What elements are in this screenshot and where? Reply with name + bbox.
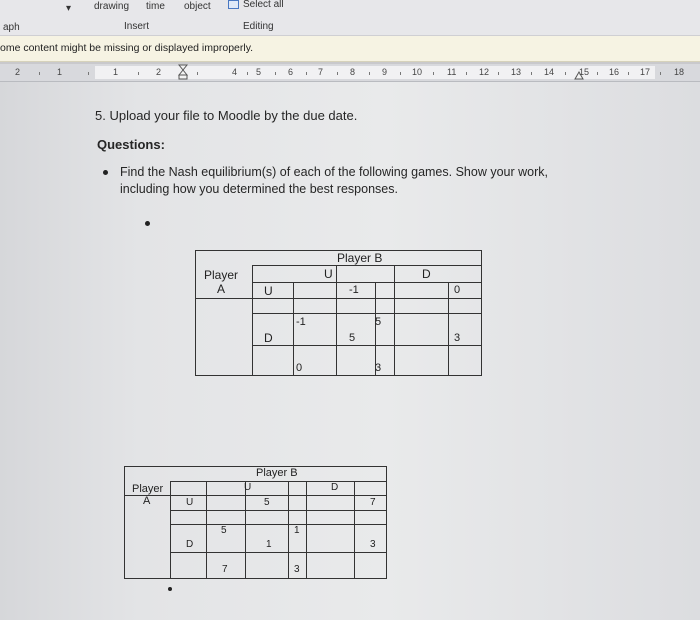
step-5-instruction: 5. Upload your file to Moodle by the due date. (95, 108, 358, 123)
ruler-number: 4 (232, 67, 238, 77)
game-1-col-strategy-d: D (422, 267, 431, 281)
questions-heading: Questions: (97, 137, 165, 152)
ruler-number: 15 (579, 67, 590, 77)
game-1-payoff-dd-b: 3 (454, 332, 461, 344)
game-2-payoff-uu-b: 5 (264, 497, 270, 508)
game-2-bottom-label-2: 3 (294, 564, 300, 575)
select-all-button[interactable]: Select all (243, 0, 284, 10)
ruler-tick (369, 72, 370, 75)
game-2-player-a-label-line-2: A (143, 495, 151, 507)
indent-marker-icon[interactable] (178, 64, 188, 80)
object-button[interactable]: object (184, 1, 211, 12)
game-1-player-b-label: Player B (337, 251, 383, 265)
ruler-tick (306, 72, 307, 75)
ruler-number: 9 (382, 67, 388, 77)
ruler-number: 7 (318, 67, 324, 77)
ruler-number: 11 (447, 67, 457, 77)
ruler-tick (138, 72, 139, 75)
game-1-player-a-label: Player (204, 268, 239, 282)
game-1-bottom-label-2: 3 (375, 362, 382, 374)
ruler-number: 2 (15, 67, 21, 77)
game-1-payoff-ud-b: 0 (454, 284, 461, 296)
empty-bullet-icon (168, 587, 172, 591)
ribbon-dropdown-arrow-icon[interactable]: ▾ (66, 3, 72, 14)
ruler-number: 6 (288, 67, 294, 77)
insert-group-label: Insert (124, 21, 150, 32)
game-2-payoff-ud-b: 7 (370, 497, 376, 508)
game-1-bottom-label-1: 0 (296, 362, 303, 374)
ruler-tick (433, 72, 434, 75)
ruler-number: 10 (412, 67, 423, 77)
game-1-payoff-du-a: -1 (296, 316, 306, 328)
ruler-number: 5 (256, 67, 262, 77)
ruler-tick (628, 72, 629, 75)
bullet-icon (103, 170, 108, 175)
game-2-col-strategy-d: D (331, 482, 339, 493)
game-2-payoff-du-a: 5 (221, 525, 227, 536)
ruler-number: 14 (544, 67, 555, 77)
editing-group-label: Editing (243, 21, 274, 32)
ruler-number: 12 (479, 67, 490, 77)
game-1-row-strategy-d: D (264, 331, 273, 345)
ruler-number: 18 (674, 67, 685, 77)
ribbon (0, 0, 700, 36)
game-2-player-a-label: Player (132, 483, 164, 495)
question-text-line-1: Find the Nash equilibrium(s) of each of the following games. Show your work, (120, 165, 548, 179)
game-2-row-strategy-u: U (186, 497, 194, 508)
game-2-player-b-label: Player B (256, 467, 298, 479)
document-page[interactable] (0, 82, 700, 620)
ruler-tick (337, 72, 338, 75)
paragraph-group-label: aph (3, 22, 20, 33)
ruler-tick (498, 72, 499, 75)
ruler-tick (466, 72, 467, 75)
game-2-row-strategy-d: D (186, 539, 194, 550)
ruler-number: 2 (156, 67, 162, 77)
select-all-icon[interactable] (228, 0, 239, 9)
ruler-tick (88, 72, 89, 75)
ruler-tick (597, 72, 598, 75)
game-2-payoff-du-b: 1 (266, 539, 272, 550)
ruler-tick (247, 72, 248, 75)
ruler-tick (660, 72, 661, 75)
game-2-payoff-dd-b: 3 (370, 539, 376, 550)
horizontal-ruler[interactable] (0, 64, 700, 82)
ruler-tick (197, 72, 198, 75)
ruler-number: 17 (640, 67, 651, 77)
game-2-payoff-table (124, 466, 387, 579)
ruler-tick (531, 72, 532, 75)
game-2-payoff-dd-a: 1 (294, 525, 300, 536)
game-1-payoff-uu-b: -1 (349, 284, 359, 296)
ruler-number: 8 (350, 67, 356, 77)
game-1-col-strategy-u: U (324, 267, 333, 281)
ruler-tick (400, 72, 401, 75)
empty-bullet-icon (145, 221, 150, 226)
ruler-number: 13 (511, 67, 522, 77)
game-1-payoff-du-b: 5 (349, 332, 356, 344)
game-1-player-a-label-line-2: A (217, 282, 226, 296)
ruler-number: 1 (113, 67, 119, 77)
drawing-button[interactable]: drawing (94, 1, 130, 12)
ruler-number: 16 (609, 67, 620, 77)
game-1-payoff-table (195, 250, 482, 376)
time-button[interactable]: time (146, 1, 165, 12)
ruler-tick (39, 72, 40, 75)
game-2-bottom-label-1: 7 (222, 564, 228, 575)
question-text-line-2: including how you determined the best responses. (120, 182, 398, 196)
warning-message: ome content might be missing or displayed improperly. (0, 42, 254, 54)
ruler-number: 1 (57, 67, 63, 77)
ruler-tick (275, 72, 276, 75)
ruler-tick (565, 72, 566, 75)
game-1-payoff-dd-a: 5 (375, 316, 382, 328)
compatibility-warning-bar (0, 36, 700, 62)
game-1-row-strategy-u: U (264, 284, 273, 298)
game-2-col-strategy-u: U (244, 482, 252, 493)
